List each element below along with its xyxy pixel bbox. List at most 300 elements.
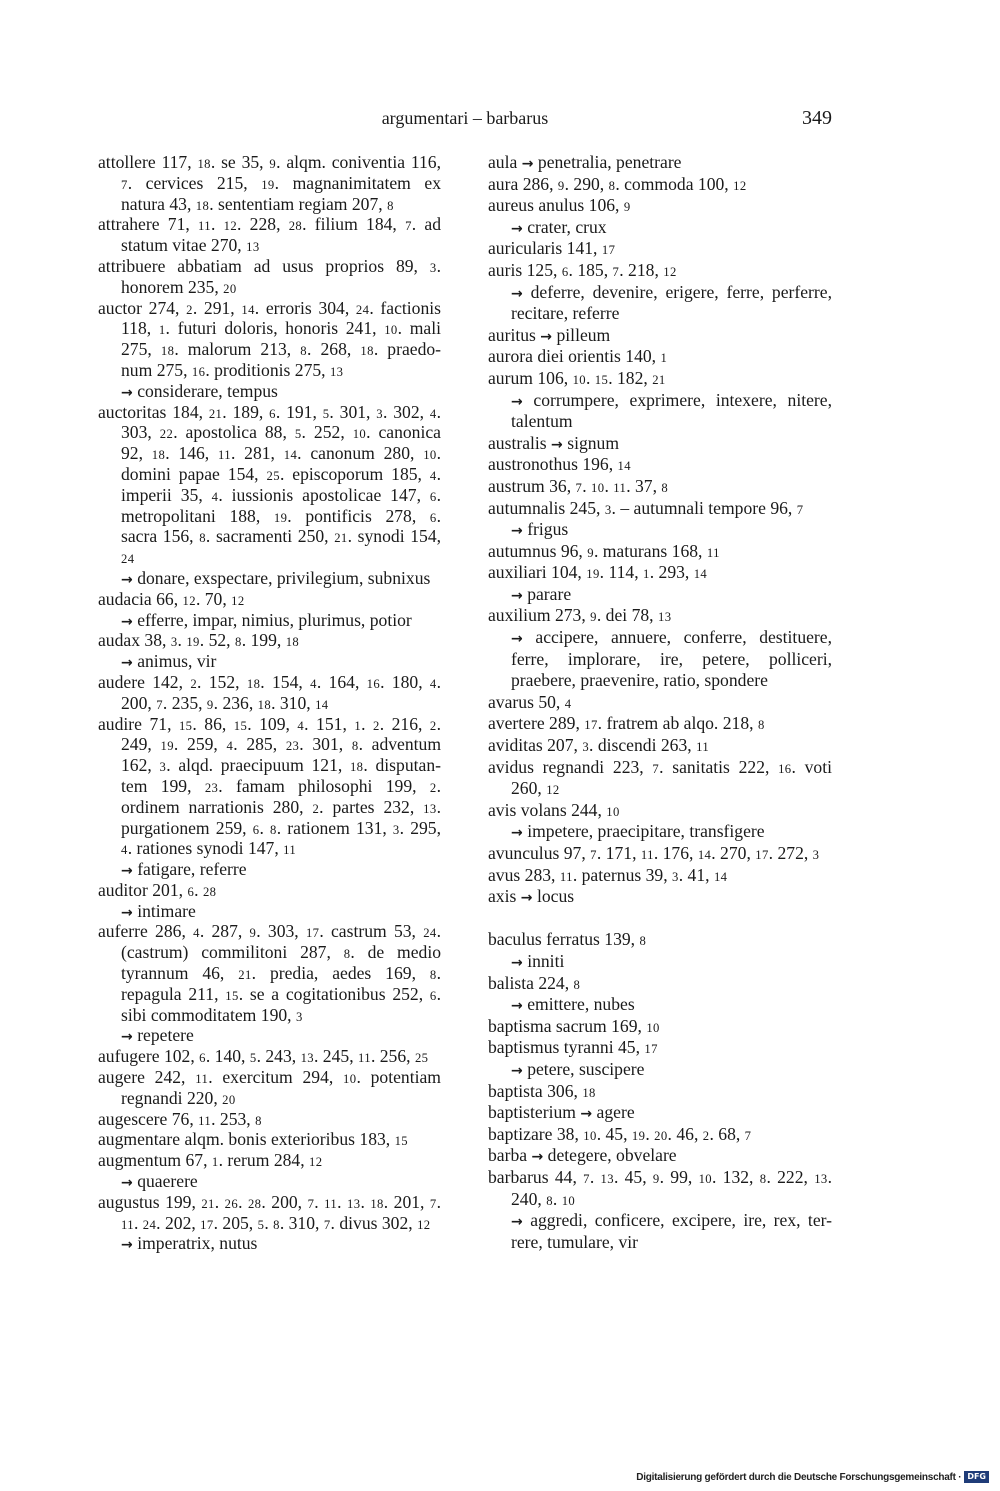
- line-number: 11: [283, 843, 297, 858]
- index-entry-line: aviditas 207, 3. discendi 263, 11: [488, 735, 710, 756]
- line-number: 18: [197, 157, 211, 171]
- index-entry: [488, 1145, 832, 1167]
- line-number: 8: [573, 977, 581, 992]
- index-entry: [488, 886, 832, 908]
- cross-reference-line: → considerare, tempus: [121, 380, 278, 401]
- index-entry: [488, 1081, 832, 1103]
- line-number: 19: [586, 567, 600, 582]
- line-number: 9: [269, 157, 277, 171]
- line-number: 2: [702, 1128, 710, 1143]
- line-number: 7: [323, 1217, 331, 1232]
- line-number: 28: [202, 884, 217, 899]
- line-number: 16: [778, 761, 792, 776]
- index-entry: [488, 238, 832, 260]
- index-entry: [98, 256, 441, 298]
- index-entry-line: metropolitani 188, 19. pontificis 278, 6.: [121, 505, 441, 526]
- line-number: 4: [211, 489, 219, 504]
- index-entry: [488, 562, 832, 605]
- index-entry: [98, 1046, 441, 1067]
- line-number: 18: [349, 760, 364, 775]
- index-entry-line: ordinem narrationis 280, 2. partes 232, 13.: [121, 796, 441, 817]
- arrow-icon: →: [580, 1106, 593, 1123]
- line-number: 16: [191, 364, 206, 379]
- index-entry: [488, 1037, 832, 1080]
- cross-reference-line: → repetere: [121, 1025, 194, 1046]
- index-entry-line: autumnalis 245, 3. – autumnali tempore 96, 7: [488, 497, 804, 518]
- line-number: 4: [310, 676, 317, 691]
- line-number: 4: [429, 676, 437, 691]
- index-entry-line: austrum 36, 7. 10. 11. 37, 8: [488, 475, 669, 496]
- index-entry-line: augmentare alqm. bonis exterioribus 183, 15: [98, 1129, 409, 1150]
- cross-reference-line: → petere, suscipere: [511, 1058, 645, 1079]
- line-number: 10: [561, 1193, 576, 1208]
- arrow-icon: →: [121, 1175, 133, 1192]
- arrow-icon: →: [511, 285, 523, 302]
- index-entry: [98, 1150, 441, 1192]
- line-number: 23: [204, 780, 219, 795]
- line-number: 15: [225, 988, 239, 1003]
- index-entry-line: audire 71, 15. 86, 15. 109, 4. 151, 1. 2. 216, 2.: [98, 713, 442, 734]
- line-number: 8: [759, 1171, 767, 1186]
- line-number: 8: [387, 198, 394, 213]
- line-number: 12: [663, 264, 677, 279]
- line-number: 20: [222, 1092, 236, 1107]
- line-number: 10: [384, 323, 398, 338]
- index-entry-line: auxiliari 104, 19. 114, 1. 293, 14: [488, 562, 708, 583]
- index-entry: [488, 368, 832, 433]
- line-number: 2: [186, 302, 193, 317]
- arrow-icon: →: [511, 631, 523, 648]
- index-entry-line: barbarus 44, 7. 13. 45, 9. 99, 10. 132, 8. 222, 13.: [488, 1166, 833, 1187]
- cross-reference-line: → impetere, praecipitare, transfigere: [511, 821, 765, 842]
- cross-reference-line: → intimare: [121, 900, 196, 921]
- line-number: 24: [121, 552, 135, 567]
- line-number: 10: [591, 480, 605, 495]
- cross-reference-line: → inniti: [511, 950, 565, 971]
- index-entry-line: auctoritas 184, 21. 189, 6. 191, 5. 301, 3. 302, 4.: [98, 401, 441, 422]
- line-number: 14: [713, 869, 728, 884]
- cross-reference-line: rere, tumulare, vir: [511, 1231, 639, 1252]
- line-number: 3: [582, 740, 590, 755]
- cross-reference-line: → fatigare, referre: [121, 859, 247, 880]
- line-number: 8: [608, 178, 616, 193]
- cross-reference-line: → corrumpere, exprimere, intexere, nitere,: [511, 389, 832, 410]
- index-entry: [488, 152, 832, 174]
- line-number: 17: [200, 1217, 214, 1232]
- line-number: 2: [429, 718, 437, 733]
- line-number: 8: [273, 1217, 280, 1232]
- line-number: 18: [370, 1196, 384, 1211]
- index-entry: [488, 843, 832, 865]
- index-entry: [98, 214, 441, 256]
- index-entry-line: auxilium 273, 9. dei 78, 13: [488, 605, 672, 626]
- line-number: 9: [623, 200, 631, 215]
- index-entry-line: avunculus 97, 7. 171, 11. 176, 14. 270, 17. 272, 3: [488, 843, 820, 863]
- index-entry-line: baptista 306, 18: [488, 1080, 596, 1101]
- line-number: 2: [429, 780, 437, 795]
- arrow-icon: →: [121, 1237, 133, 1254]
- line-number: 6: [252, 822, 260, 837]
- line-number: 4: [121, 843, 128, 858]
- digitization-credit-text: Digitalisierung gefördert durch die Deutsche Forschungsgemeinschaft ·: [636, 1471, 962, 1483]
- line-number: 26: [224, 1196, 239, 1211]
- index-entry-line: audax 38, 3. 19. 52, 8. 199, 18: [98, 630, 300, 651]
- line-number: 13: [329, 364, 344, 379]
- cross-reference-line: recitare, referre: [511, 303, 620, 324]
- line-number: 18: [195, 198, 210, 213]
- index-column-left: [98, 152, 441, 1254]
- line-number: 10: [572, 372, 586, 387]
- index-entry-line: australis → signum: [488, 432, 620, 453]
- line-number: 15: [178, 718, 193, 733]
- line-number: 6: [199, 1051, 206, 1066]
- index-entry: [488, 325, 832, 347]
- index-entry-line: austronothus 196, 14: [488, 454, 631, 475]
- line-number: 7: [575, 480, 583, 495]
- index-entry-line: attrahere 71, 11. 12. 228, 28. filium 184, 7. ad: [98, 214, 442, 235]
- index-entry-line: natura 43, 18. sententiam regiam 207, 8: [121, 193, 394, 214]
- cross-reference-line: → quaerere: [121, 1171, 198, 1192]
- index-entry-line: 200, 7. 235, 9. 236, 18. 310, 14: [121, 692, 329, 713]
- line-number: 17: [305, 926, 320, 941]
- index-entry: [488, 476, 832, 498]
- line-number: 14: [617, 459, 631, 474]
- line-number: 19: [631, 1128, 646, 1143]
- line-number: 3: [295, 1009, 303, 1024]
- line-number: 5: [257, 1217, 265, 1232]
- cross-reference-line: ferre, implorare, ire, petere, polliceri,: [511, 648, 832, 669]
- index-entry-line: aula → penetralia, penetrare: [488, 152, 682, 172]
- line-number: 5: [249, 1051, 257, 1066]
- line-number: 18: [160, 344, 175, 359]
- line-number: 11: [696, 740, 710, 755]
- index-entry-line: baptizare 38, 10. 45, 19. 20. 46, 2. 68, 7: [488, 1123, 752, 1144]
- index-entry-line: auris 125, 6. 185, 7. 218, 12: [488, 259, 677, 280]
- arrow-icon: →: [511, 220, 523, 237]
- line-number: 9: [557, 178, 565, 193]
- index-entry-line: [98, 547, 441, 568]
- digitization-credit: [636, 1471, 989, 1483]
- index-entry: [488, 713, 832, 735]
- line-number: 10: [343, 1072, 357, 1087]
- arrow-icon: →: [511, 393, 523, 410]
- index-entry-line: 4. rationes synodi 147, 11: [121, 838, 297, 859]
- line-number: 4: [297, 718, 305, 733]
- index-entry: [98, 402, 441, 589]
- line-number: 7: [156, 697, 163, 712]
- index-entry: [488, 1124, 832, 1146]
- index-entry-line: statum vitae 270, 13: [121, 235, 260, 256]
- line-number: 11: [358, 1051, 371, 1066]
- cross-reference-line: → efferre, impar, nimius, plurimus, potior: [121, 609, 412, 630]
- cross-reference-line: talentum: [511, 411, 573, 432]
- line-number: 6: [187, 884, 195, 899]
- line-number: 11: [324, 1196, 338, 1211]
- index-entry-line: 118, 1. futuri doloris, honoris 241, 10. mali: [121, 318, 441, 339]
- index-entry: [98, 298, 441, 402]
- line-number: 20: [223, 281, 237, 296]
- line-number: 12: [182, 593, 196, 608]
- line-number: 7: [121, 177, 128, 192]
- index-entry-line: auferre 286, 4. 287, 9. 303, 17. castrum 53, 24.: [98, 921, 442, 942]
- line-number: 24: [423, 926, 437, 941]
- index-entry-line: sibi commoditatem 190, 3: [121, 1004, 303, 1025]
- index-entry: [488, 174, 832, 196]
- index-entry-line: attollere 117, 18. se 35, 9. alqm. coniventia 116,: [98, 152, 441, 172]
- line-number: 23: [285, 739, 300, 754]
- line-number: 2: [312, 801, 320, 816]
- index-entry-line: regnandi 220, 20: [121, 1087, 236, 1108]
- index-letter-section: [98, 152, 441, 1254]
- index-entry: [488, 346, 832, 368]
- index-entry-line: 260, 12: [511, 778, 560, 799]
- arrow-icon: →: [520, 890, 533, 907]
- index-entry-line: (castrum) commilitoni 287, 8. de medio: [121, 942, 442, 963]
- line-number: 7: [590, 848, 597, 862]
- arrow-icon: →: [121, 1029, 133, 1046]
- index-entry: [488, 692, 832, 714]
- index-entry-line: num 275, 16. proditionis 275, 13: [121, 359, 344, 380]
- line-number: 15: [233, 718, 248, 733]
- index-letter-section: [488, 929, 832, 1253]
- index-entry: [98, 1067, 441, 1109]
- index-entry-line: audacia 66, 12. 70, 12: [98, 588, 245, 609]
- line-number: 8: [234, 635, 242, 650]
- index-entry-line: aura 286, 9. 290, 8. commoda 100, 12: [488, 173, 747, 194]
- cross-reference-line: → aggredi, conficere, excipere, ire, rex, ter-: [511, 1210, 832, 1231]
- line-number: 11: [706, 545, 720, 560]
- line-number: 11: [121, 1217, 134, 1232]
- line-number: 9: [587, 545, 594, 560]
- line-number: 3: [429, 260, 437, 275]
- index-entry: [98, 921, 441, 1046]
- line-number: 1: [643, 567, 650, 582]
- line-number: 17: [755, 848, 769, 862]
- arrow-icon: →: [511, 954, 523, 971]
- line-number: 9: [249, 926, 257, 941]
- line-number: 3: [812, 848, 820, 862]
- index-entry: [488, 865, 832, 887]
- line-number: 6: [429, 489, 437, 504]
- cross-reference-line: → emittere, nubes: [511, 994, 635, 1015]
- line-number: 18: [151, 448, 166, 463]
- line-number: 21: [201, 1196, 215, 1211]
- line-number: 8: [757, 718, 765, 733]
- index-entry-line: honorem 235, 20: [121, 276, 237, 297]
- line-number: 19: [273, 510, 288, 525]
- arrow-icon: →: [511, 523, 523, 540]
- line-number: 13: [657, 610, 672, 625]
- index-entry: [488, 735, 832, 757]
- index-entry: [488, 260, 832, 325]
- line-number: 12: [417, 1217, 431, 1232]
- line-number: 14: [693, 567, 708, 582]
- arrow-icon: →: [121, 384, 133, 401]
- index-entry-line: audere 142, 2. 152, 18. 154, 4. 164, 16. 180, 4.: [98, 671, 442, 692]
- line-number: 11: [559, 869, 573, 884]
- cross-reference-line: → crater, crux: [511, 216, 607, 237]
- index-entry: [488, 1167, 832, 1253]
- line-number: 12: [223, 219, 238, 234]
- line-number: 8: [429, 968, 437, 983]
- line-number: 5: [322, 406, 330, 421]
- line-number: 8: [300, 344, 308, 359]
- dfg-logo: DFG: [964, 1471, 989, 1483]
- index-entry-line: avarus 50, 4: [488, 691, 572, 712]
- line-number: 25: [414, 1051, 429, 1066]
- line-number: 11: [613, 480, 627, 495]
- line-number: 20: [654, 1128, 668, 1143]
- line-number: 18: [246, 676, 261, 691]
- index-entry-line: balista 224, 8: [488, 972, 581, 993]
- line-number: 17: [601, 243, 616, 258]
- arrow-icon: →: [551, 436, 563, 453]
- line-number: 25: [266, 468, 280, 483]
- line-number: 15: [594, 372, 609, 387]
- line-number: 8: [351, 739, 359, 754]
- index-entry: [488, 800, 832, 843]
- line-number: 12: [546, 783, 560, 798]
- line-number: 8: [639, 934, 647, 949]
- line-number: 12: [309, 1155, 323, 1170]
- arrow-icon: →: [540, 328, 553, 345]
- line-number: 17: [584, 718, 598, 733]
- line-number: 9: [206, 697, 214, 712]
- cross-reference-line: → accipere, annuere, conferre, destituere,: [511, 627, 832, 648]
- index-entry-line: aurum 106, 10. 15. 182, 21: [488, 367, 666, 388]
- line-number: 9: [652, 1171, 660, 1186]
- line-number: 11: [198, 1113, 212, 1128]
- line-number: 28: [247, 1196, 262, 1211]
- arrow-icon: →: [511, 1062, 523, 1079]
- line-number: 3: [159, 760, 167, 775]
- index-entry-line: 92, 18. 146, 11. 281, 14. canonum 280, 10.: [121, 443, 442, 464]
- line-number: 8: [661, 480, 669, 495]
- index-entry-line: 7. cervices 215, 19. magnanimitatem ex: [121, 172, 441, 193]
- line-number: 7: [612, 264, 620, 279]
- index-entry-line: axis → locus: [488, 886, 575, 907]
- index-entry-line: baculus ferratus 139, 8: [488, 929, 647, 950]
- line-number: 6: [561, 264, 569, 279]
- index-entry-line: purgationem 259, 6. 8. rationem 131, 3. 295,: [121, 817, 441, 838]
- index-entry-line: avertere 289, 17. fratrem ab alqo. 218, 8: [488, 713, 765, 734]
- line-number: 9: [590, 610, 597, 625]
- page-number: 349: [802, 107, 832, 129]
- index-entry-line: avis volans 244, 10: [488, 799, 620, 820]
- line-number: 15: [394, 1134, 409, 1149]
- index-entry: [488, 195, 832, 238]
- line-number: 16: [366, 676, 381, 691]
- line-number: 4: [429, 468, 437, 483]
- line-number: 1: [354, 718, 362, 733]
- line-number: 2: [372, 718, 380, 733]
- index-entry: [488, 929, 832, 972]
- index-entry: [488, 605, 832, 691]
- line-number: 8: [255, 1113, 262, 1128]
- index-entry: [98, 1129, 441, 1150]
- line-number: 13: [246, 240, 260, 255]
- arrow-icon: →: [121, 613, 133, 630]
- index-entry-line: aurora diei orientis 140, 1: [488, 346, 668, 367]
- line-number: 1: [211, 1155, 219, 1170]
- line-number: 10: [352, 427, 367, 442]
- line-number: 7: [744, 1128, 752, 1143]
- line-number: 11: [218, 448, 231, 463]
- line-number: 3: [604, 502, 612, 517]
- index-entry-line: 11. 24. 202, 17. 205, 5. 8. 310, 7. divus 302, 12: [121, 1212, 431, 1233]
- index-entry-line: sacra 156, 8. sacramenti 250, 21. synodi 154,: [121, 526, 442, 547]
- line-number: 7: [652, 761, 660, 776]
- arrow-icon: →: [121, 571, 133, 588]
- index-entry-line: 249, 19. 259, 4. 285, 23. 301, 8. adventum: [121, 734, 442, 755]
- line-number: 6: [429, 988, 437, 1003]
- line-number: 13: [600, 1171, 614, 1186]
- line-number: 18: [285, 635, 300, 650]
- line-number: 14: [697, 848, 712, 862]
- line-number: 21: [208, 406, 223, 421]
- line-number: 13: [347, 1196, 361, 1211]
- line-number: 5: [294, 427, 302, 442]
- index-entry-line: baptisma sacrum 169, 10: [488, 1015, 660, 1036]
- line-number: 10: [646, 1020, 660, 1035]
- index-entry: [488, 973, 832, 1016]
- index-entry-line: augere 242, 11. exercitum 294, 10. potentiam: [98, 1067, 441, 1088]
- line-number: 17: [644, 1042, 658, 1057]
- index-entry: [98, 672, 441, 714]
- line-number: 3: [392, 822, 400, 837]
- index-entry-line: barba → detegere, obvelare: [488, 1145, 677, 1166]
- arrow-icon: →: [121, 655, 133, 672]
- index-entry-line: 303, 22. apostolica 88, 5. 252, 10. canonica: [121, 422, 441, 443]
- index-entry-line: aureus anulus 106, 9: [488, 195, 631, 216]
- line-number: 4: [429, 406, 437, 421]
- index-entry-line: 162, 3. alqd. praecipuum 121, 18. disputan-: [121, 755, 441, 776]
- cross-reference-line: → donare, exspectare, privilegium, subnixus: [121, 567, 431, 588]
- line-number: 21: [238, 968, 252, 983]
- index-column-right: [488, 152, 832, 1253]
- line-number: 24: [355, 302, 370, 317]
- line-number: 6: [269, 406, 276, 421]
- line-number: 18: [257, 697, 272, 712]
- index-entry-line: auditor 201, 6. 28: [98, 879, 217, 900]
- index-entry-line: avidus regnandi 223, 7. sanitatis 222, 16. voti: [488, 756, 832, 777]
- index-entry: [488, 541, 832, 563]
- line-number: 28: [288, 219, 303, 234]
- index-entry: [488, 757, 832, 800]
- index-entry-line: auricularis 141, 17: [488, 238, 616, 259]
- line-number: 2: [190, 676, 198, 691]
- arrow-icon: →: [121, 863, 133, 880]
- index-entry-line: augescere 76, 11. 253, 8: [98, 1108, 262, 1129]
- line-number: 10: [698, 1171, 712, 1186]
- line-number: 4: [226, 739, 234, 754]
- line-number: 24: [142, 1217, 157, 1232]
- index-entry-line: tem 199, 23. famam philosophi 199, 2.: [121, 775, 441, 796]
- index-entry: [98, 589, 441, 631]
- line-number: 14: [241, 302, 255, 317]
- index-entry: [488, 1016, 832, 1038]
- index-entry: [98, 714, 441, 880]
- line-number: 19: [160, 739, 174, 754]
- line-number: 10: [423, 448, 437, 463]
- running-head: argumentari – barbarus: [381, 108, 549, 128]
- line-number: 8: [546, 1193, 553, 1208]
- index-entry-line: auctor 274, 2. 291, 14. erroris 304, 24. factionis: [98, 297, 441, 318]
- line-number: 18: [582, 1085, 596, 1100]
- index-entry-line: augmentum 67, 1. rerum 284, 12: [98, 1150, 323, 1171]
- line-number: 7: [429, 1196, 437, 1211]
- line-number: 21: [652, 372, 666, 387]
